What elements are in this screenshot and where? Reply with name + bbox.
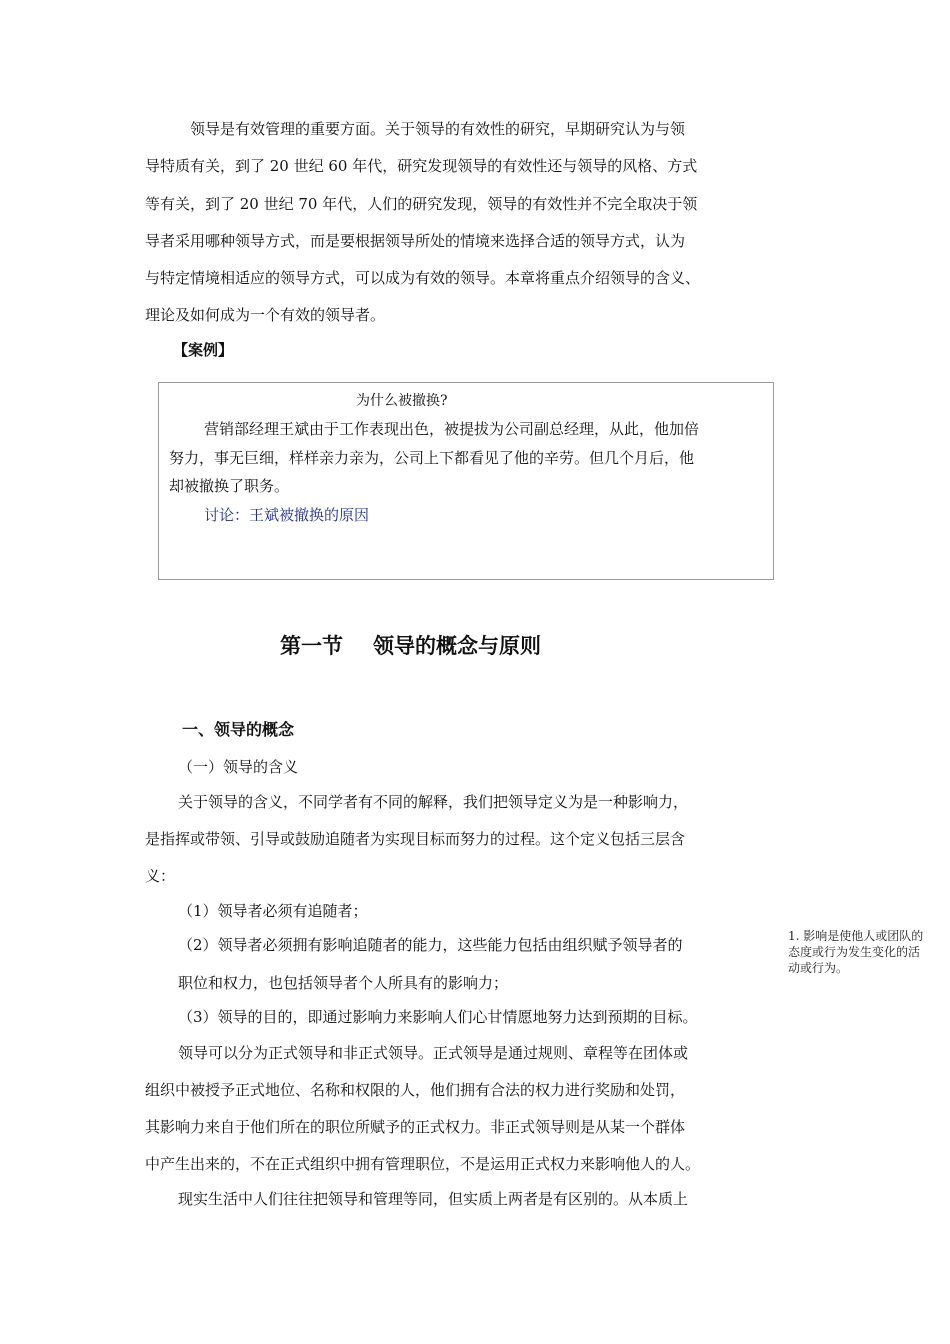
definition-line: 义： xyxy=(145,867,176,885)
case-body-line: 却被撤换了职务。 xyxy=(169,477,290,495)
section-title xyxy=(280,632,541,660)
section-name: 领导的概念与原则 xyxy=(373,633,541,658)
subsection-subheading: （一）领导的含义 xyxy=(178,758,299,776)
section-number: 第一节 xyxy=(280,633,343,658)
definition-line: 关于领导的含义，不同学者有不同的解释，我们把领导定义为是一种影响力， xyxy=(178,793,689,811)
case-body-line: 营销部经理王斌由于工作表现出色，被提拔为公司副总经理，从此，他加倍 xyxy=(204,420,700,438)
side-note: 1. 影响是使他人或团队的态度或行为发生变化的活动或行为。 xyxy=(788,929,924,975)
formal-line: 领导可以分为正式领导和非正式领导。正式领导是通过规则、章程等在团体或 xyxy=(178,1044,689,1062)
formal-line: 中产生出来的，不在正式组织中拥有管理职位，不是运用正式权力来影响他人的人。 xyxy=(145,1155,701,1173)
formal-line: 组织中被授予正式地位、名称和权限的人，他们拥有合法的权力进行奖励和处罚， xyxy=(145,1081,686,1099)
last-line: 现实生活中人们往往把领导和管理等同，但实质上两者是有区别的。从本质上 xyxy=(178,1190,689,1208)
formal-line: 其影响力来自于他们所在的职位所赋予的正式权力。非正式领导则是从某一个群体 xyxy=(145,1118,686,1136)
intro-line: 与特定情境相适应的领导方式，可以成为有效的领导。本章将重点介绍领导的含义、 xyxy=(145,269,701,287)
point-item: 职位和权力，也包括领导者个人所具有的影响力； xyxy=(178,974,509,992)
intro-line: 等有关，到了 20 世纪 70 年代，人们的研究发现，领导的有效性并不完全取决于领 xyxy=(145,195,698,213)
case-body-line: 努力，事无巨细，样样亲力亲为，公司上下都看见了他的辛劳。但几个月后，他 xyxy=(169,449,695,467)
case-discussion: 讨论：王斌被撤换的原因 xyxy=(204,506,370,524)
case-label: 【案例】 xyxy=(173,341,234,359)
point-item: （2）领导者必须拥有影响追随者的能力，这些能力包括由组织赋予领导者的 xyxy=(178,936,683,954)
intro-line: 理论及如何成为一个有效的领导者。 xyxy=(145,306,386,324)
definition-line: 是指挥或带领、引导或鼓励追随者为实现目标而努力的过程。这个定义包括三层含 xyxy=(145,830,686,848)
point-item: （1）领导者必须有追随者； xyxy=(178,902,368,920)
intro-line: 领导是有效管理的重要方面。关于领导的有效性的研究，早期研究认为与领 xyxy=(190,120,686,138)
point-item: （3）领导的目的，即通过影响力来影响人们心甘情愿地努力达到预期的目标。 xyxy=(178,1008,698,1026)
intro-line: 导特质有关，到了 20 世纪 60 年代，研究发现领导的有效性还与领导的风格、方式 xyxy=(145,157,698,175)
case-title: 为什么被撤换? xyxy=(356,393,448,409)
case-box xyxy=(158,382,774,580)
subsection-heading: 一、领导的概念 xyxy=(182,720,295,739)
intro-line: 导者采用哪种领导方式，而是要根据领导所处的情境来选择合适的领导方式，认为 xyxy=(145,232,686,250)
